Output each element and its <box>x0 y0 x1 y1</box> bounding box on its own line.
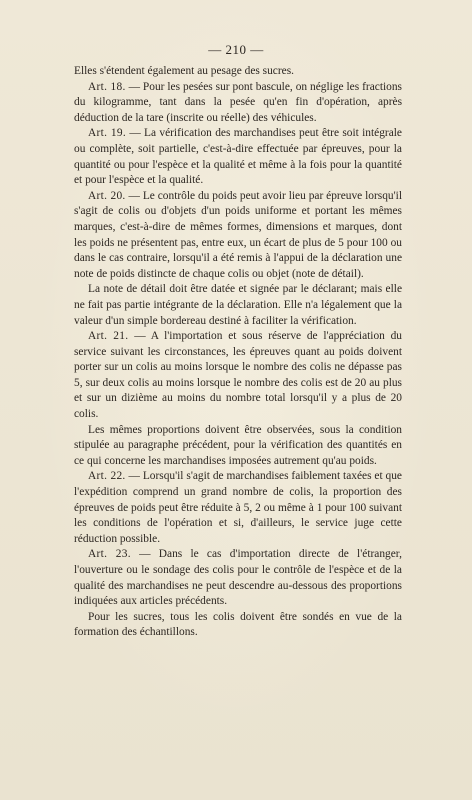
paragraph-text: Pour les sucres, tous les colis doivent être sondés en vue de la formation des échantillons. <box>74 610 402 639</box>
paragraph-continuation <box>74 64 402 80</box>
article-label: Art. 20. <box>88 189 126 202</box>
article-label: Art. 18. <box>88 80 126 93</box>
article-23 <box>74 547 402 609</box>
article-label: Art. 23. <box>88 548 131 561</box>
article-label: Art. 22. <box>88 470 126 483</box>
paragraph-text: — Pour les pesées sur pont bascule, on néglige les fractions du kilogramme, tant dans la pesée qu'en fin d'opération, après déduction de la tare (inscrite ou réelle) des véhicules. <box>74 80 402 124</box>
paragraph-text: Les mêmes proportions doivent être observées, sous la condition stipulée au paragraphe précédent, pour la vérification des quantités en ce qui concerne les marchandises imposées autrement qu'au poids. <box>74 423 402 467</box>
paragraph-note-detail <box>74 282 402 329</box>
paragraph-text: — Le contrôle du poids peut avoir lieu par épreuve lorsqu'il s'agit de colis ou d'objets d'un poids uniforme et portant les mêmes marques, c'est-à-dire de mêmes formes, dimensions et marques, dont les poids ne présentent pas, entre eux, un écart de plus de 5 pour 100 ou dans le cas contraire, lorsqu'il a été remis à l'appui de la déclaration une note de poids distincte de chaque colis ou objet (note de détail). <box>74 189 402 280</box>
paragraph-text: — Dans le cas d'importation directe de l'étranger, l'ouverture ou le sondage des colis pour le contrôle de l'espèce et de la qualité des marchandises ne peut descendre au-dessous des proportions indiquées aux articles précédents. <box>74 548 402 608</box>
article-label: Art. 19. <box>88 127 126 140</box>
article-21 <box>74 329 402 423</box>
article-20 <box>74 189 402 283</box>
paragraph-text: — A l'importation et sous réserve de l'appréciation du service suivant les circonstances, les épreuves quant au poids doivent porter sur un colis au moins lorsque le nombre des colis ne dépasse pas 5, sur deux colis au moins lorsque le nombre des colis est de 20 au plus et sur un dizième au moins du nombre total lorsqu'il y a plus de 20 colis. <box>74 330 402 421</box>
paragraph-text: La note de détail doit être datée et signée par le déclarant; mais elle ne fait pas partie intégrante de la déclaration. Elle n'a légalement que la valeur d'un simple bordereau destiné à faciliter la vérification. <box>74 283 402 327</box>
page-number: — 210 — <box>208 42 264 57</box>
paragraph-proportions <box>74 423 402 470</box>
article-22 <box>74 469 402 547</box>
article-19 <box>74 126 402 188</box>
article-label: Art. 21. <box>88 330 129 343</box>
paragraph-text: — Lorsqu'il s'agit de marchandises faiblement taxées et que l'expédition comprend un grand nombre de colis, la proportion des épreuves de poids peut être réduite à 5, 2 ou même à 1 pour 100 suivant les conditions de l'opération et si, d'ailleurs, le service juge cette réduction possible. <box>74 470 402 545</box>
article-18 <box>74 80 402 127</box>
body-text <box>74 64 402 641</box>
paragraph-text: Elles s'étendent également au pesage des sucres. <box>74 65 294 77</box>
paragraph-text: — La vérification des marchandises peut être soit intégrale ou complète, soit partielle, c'est-à-dire effectuée par épreuves, pour la quantité ou pour l'espèce et la qualité et même à la fois pour la quantité et pour l'espèce et la qualité. <box>74 127 402 187</box>
paragraph-sucres <box>74 610 402 641</box>
